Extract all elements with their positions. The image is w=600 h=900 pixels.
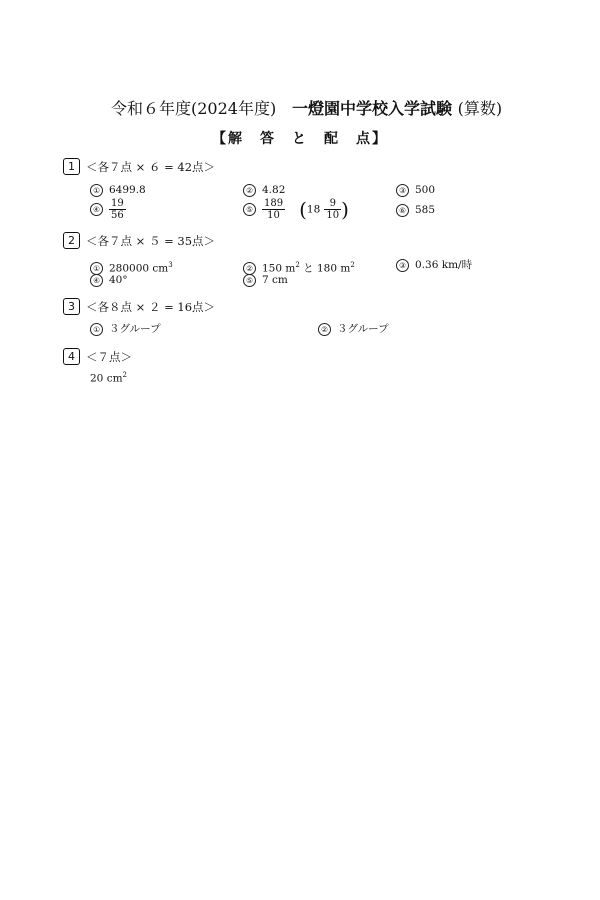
exam-school-title <box>292 96 502 119</box>
answer-2-3 <box>396 258 472 272</box>
section-1-header <box>63 158 215 176</box>
unit-exponent: 3 <box>168 261 173 269</box>
fraction-numerator: 19 <box>111 198 124 209</box>
answer-value: 585 <box>415 204 436 216</box>
question-number: 1 <box>63 158 80 175</box>
section-2-header <box>63 232 215 250</box>
answer-value: ３グループ <box>337 323 389 335</box>
mixed-whole: 18 <box>306 203 321 216</box>
section-3-header <box>63 298 215 316</box>
answer-marker: ⑤ <box>243 274 256 287</box>
fraction-denominator: 10 <box>267 210 280 221</box>
score-allocation: ＜各８点 × ２ = 16点＞ <box>86 299 216 314</box>
answer-4 <box>90 368 127 386</box>
answer-value: 6499.8 <box>109 184 146 196</box>
mixed-numerator: 9 <box>324 198 341 210</box>
exam-school-name: 一燈園中学校入学試験 <box>292 99 453 118</box>
answer-value: ３グループ <box>109 323 161 335</box>
answer-value: 0.36 km/時 <box>415 259 473 271</box>
answer-value: 280000 cm <box>109 262 169 275</box>
answer-marker: ② <box>243 262 256 275</box>
mixed-fraction <box>324 198 341 221</box>
answer-1-1 <box>90 183 146 197</box>
answer-marker: ① <box>90 262 103 275</box>
close-paren: ) <box>341 197 349 222</box>
fraction <box>262 198 285 221</box>
exam-subject: (算数) <box>457 99 503 118</box>
fraction-numerator: 189 <box>264 198 284 209</box>
score-allocation: ＜各７点 × ６ = 42点＞ <box>86 159 216 174</box>
unit-exponent-a: 2 <box>295 261 300 269</box>
answer-1-2 <box>243 183 285 197</box>
answer-2-4 <box>90 273 128 287</box>
question-number: 4 <box>63 348 80 365</box>
answer-marker: ③ <box>396 184 409 197</box>
answer-marker: ① <box>90 184 103 197</box>
fraction <box>109 198 126 221</box>
answers-and-points-heading: 【解 答 と 配 点】 <box>212 131 388 147</box>
answer-marker: ⑥ <box>396 204 409 217</box>
answer-value: 7 cm <box>262 274 288 286</box>
answer-joiner: と <box>299 262 317 275</box>
mixed-number-equivalent <box>299 198 349 221</box>
answer-marker: ④ <box>90 274 103 287</box>
answer-marker: ③ <box>396 259 409 272</box>
section-4-header <box>63 348 132 366</box>
answer-value: 20 cm <box>90 372 123 385</box>
answer-marker: ④ <box>90 203 103 216</box>
unit-exponent-b: 2 <box>350 261 355 269</box>
unit-exponent: 2 <box>122 371 128 379</box>
answer-value: 4.82 <box>262 184 286 196</box>
answer-1-3 <box>396 183 435 197</box>
answer-marker: ② <box>318 323 331 336</box>
answer-marker: ⑤ <box>243 203 256 216</box>
score-allocation: ＜各７点 × ５ = 35点＞ <box>86 233 216 248</box>
answer-1-5 <box>243 198 349 221</box>
answer-2-5 <box>243 273 288 287</box>
answer-1-6 <box>396 203 435 217</box>
answer-value: 40° <box>109 274 128 286</box>
question-number: 3 <box>63 298 80 315</box>
answer-1-4 <box>90 198 126 221</box>
answer-3-2 <box>318 322 389 336</box>
answer-value-a: 150 m <box>262 262 296 275</box>
title-row <box>0 96 600 120</box>
answer-marker: ② <box>243 184 256 197</box>
score-allocation: ＜７点＞ <box>86 349 132 364</box>
mixed-denominator: 10 <box>326 210 340 221</box>
exam-year-title: 令和６年度(2024年度) <box>111 99 277 118</box>
answer-3-1 <box>90 322 161 336</box>
question-number: 2 <box>63 232 80 249</box>
answer-marker: ① <box>90 323 103 336</box>
fraction-denominator: 56 <box>111 210 124 221</box>
answer-value: 500 <box>415 184 436 196</box>
open-paren: ( <box>299 197 307 222</box>
answer-value-b: 180 m <box>317 262 351 275</box>
